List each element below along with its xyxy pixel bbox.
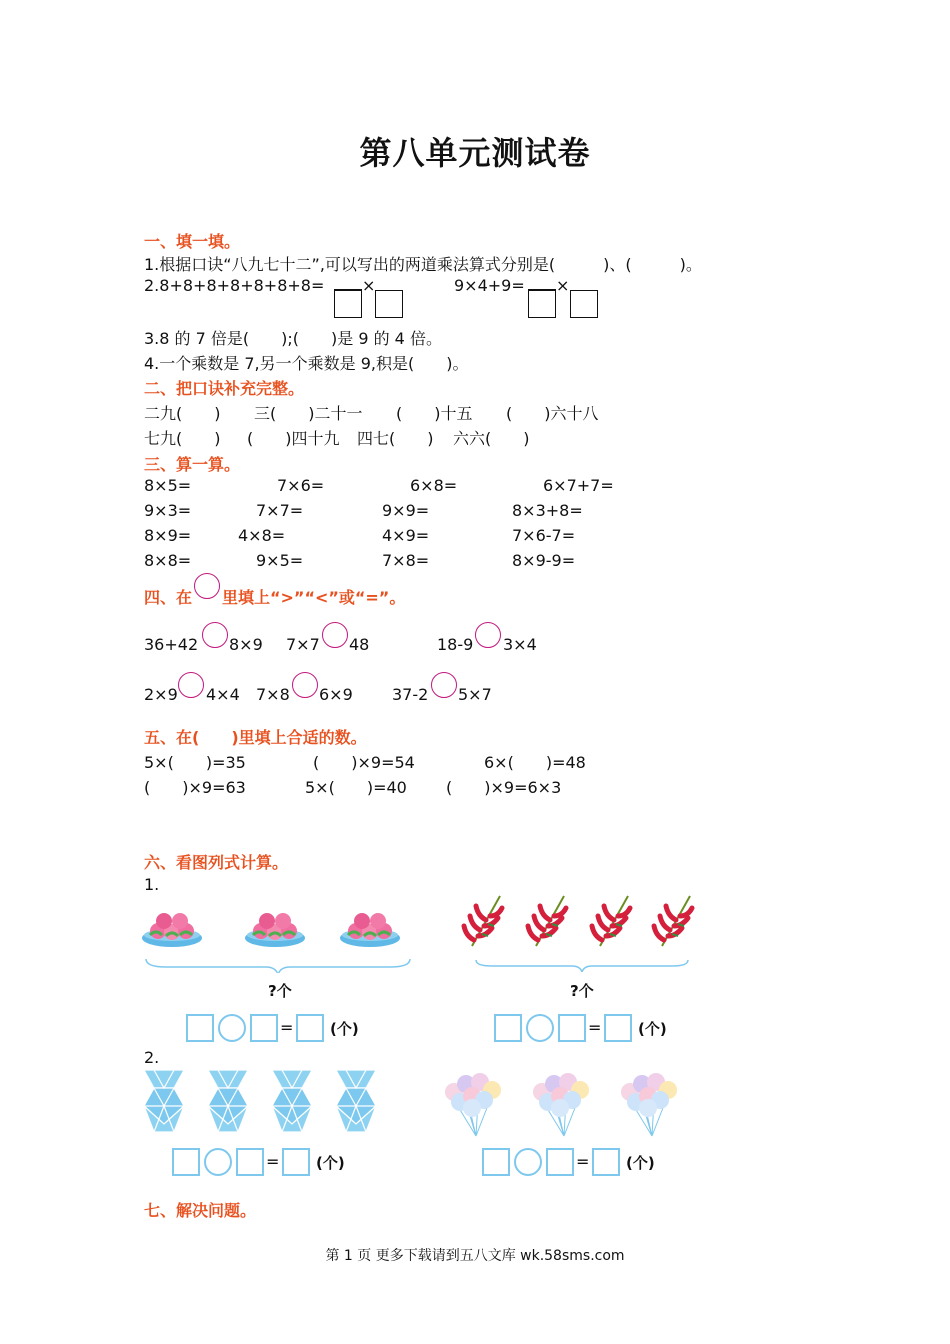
compare-right: 6×9 — [319, 685, 353, 704]
section-7-heading: 七、解决问题。 — [144, 1201, 257, 1220]
section-4-heading-a: 四、在 — [144, 588, 193, 607]
calc-item: 9×9= — [382, 501, 430, 520]
fill-item: ( )×9=63 — [144, 778, 246, 797]
rhyme-item: ( )四十九 — [247, 429, 340, 448]
compare-circle — [194, 573, 220, 599]
times-sign: × — [556, 276, 570, 295]
calc-item: 8×3+8= — [512, 501, 583, 520]
unit-label: (个) — [638, 1020, 667, 1038]
compare-left: 7×8 — [256, 685, 290, 704]
answer-box[interactable] — [172, 1148, 200, 1176]
compare-circle[interactable] — [292, 672, 318, 698]
answer-box[interactable] — [296, 1014, 324, 1042]
section-4-heading-b: 里填上“>”“<”或“=”。 — [222, 588, 406, 607]
equals-sign: = — [576, 1152, 590, 1171]
operator-circle[interactable] — [526, 1014, 554, 1042]
answer-box[interactable] — [375, 290, 403, 318]
answer-box[interactable] — [282, 1148, 310, 1176]
rhyme-item: ( )六十八 — [506, 404, 599, 423]
calc-item: 7×6= — [277, 476, 325, 495]
calc-item: 8×5= — [144, 476, 192, 495]
operator-circle[interactable] — [204, 1148, 232, 1176]
chili-peppers-illustration — [460, 890, 710, 972]
fill-item: 6×( )=48 — [484, 753, 586, 772]
calc-item: 9×3= — [144, 501, 192, 520]
problem-number: 1. — [144, 875, 160, 894]
section-6-heading: 六、看图列式计算。 — [144, 853, 289, 872]
rhyme-item: 二九( ) — [144, 404, 221, 423]
compare-left: 7×7 — [286, 635, 320, 654]
section-3-heading: 三、算一算。 — [144, 455, 241, 474]
compare-circle[interactable] — [178, 672, 204, 698]
compare-circle[interactable] — [322, 622, 348, 648]
answer-box[interactable] — [334, 290, 362, 318]
answer-box[interactable] — [250, 1014, 278, 1042]
rhyme-item: 七九( ) — [144, 429, 221, 448]
compare-right: 3×4 — [503, 635, 537, 654]
answer-box[interactable] — [570, 290, 598, 318]
page-title: 第八单元测试卷 — [359, 134, 591, 172]
page-footer: 第 1 页 更多下载请到五八文库 wk.58sms.com — [325, 1248, 625, 1264]
calc-item: 7×7= — [256, 501, 304, 520]
rhyme-item: ( )十五 — [396, 404, 473, 423]
calc-item: 8×9-9= — [512, 551, 576, 570]
answer-box[interactable] — [528, 290, 556, 318]
compare-right: 48 — [349, 635, 370, 654]
total-question: ?个 — [268, 982, 292, 1000]
operator-circle[interactable] — [514, 1148, 542, 1176]
calc-item: 4×9= — [382, 526, 430, 545]
compare-circle[interactable] — [202, 622, 228, 648]
rhyme-item: 三( )二十一 — [254, 404, 363, 423]
answer-box[interactable] — [186, 1014, 214, 1042]
fill-item: ( )×9=6×3 — [446, 778, 562, 797]
question-1-1: 1.根据口诀“八九七十二”,可以写出的两道乘法算式分别是( )、( )。 — [144, 255, 702, 274]
answer-box[interactable] — [236, 1148, 264, 1176]
compare-left: 2×9 — [144, 685, 178, 704]
calc-item: 9×5= — [256, 551, 304, 570]
equals-sign: = — [588, 1018, 602, 1037]
section-2-heading: 二、把口诀补充完整。 — [144, 379, 305, 398]
question-1-2a: 2.8+8+8+8+8+8+8= — [144, 276, 325, 295]
problem-number: 2. — [144, 1048, 160, 1067]
section-1-heading: 一、填一填。 — [144, 232, 241, 251]
question-1-3: 3.8 的 7 倍是( );( )是 9 的 4 倍。 — [144, 329, 442, 348]
calc-item: 7×8= — [382, 551, 430, 570]
question-1-2b: 9×4+9= — [454, 276, 525, 295]
calc-item: 6×7+7= — [543, 476, 614, 495]
answer-box[interactable] — [494, 1014, 522, 1042]
operator-circle[interactable] — [218, 1014, 246, 1042]
answer-box[interactable] — [482, 1148, 510, 1176]
rhyme-item: 六六( ) — [453, 429, 530, 448]
compare-right: 5×7 — [458, 685, 492, 704]
times-sign: × — [362, 276, 376, 295]
compare-right: 4×4 — [206, 685, 240, 704]
calc-item: 4×8= — [238, 526, 286, 545]
triangle-shapes-illustration — [140, 1068, 385, 1136]
answer-box[interactable] — [604, 1014, 632, 1042]
unit-label: (个) — [316, 1154, 345, 1172]
unit-label: (个) — [626, 1154, 655, 1172]
compare-right: 8×9 — [229, 635, 263, 654]
peach-bowls-illustration — [140, 905, 415, 973]
answer-box[interactable] — [558, 1014, 586, 1042]
section-5-heading: 五、在( )里填上合适的数。 — [144, 728, 367, 747]
fill-item: 5×( )=40 — [305, 778, 407, 797]
fill-item: 5×( )=35 — [144, 753, 246, 772]
compare-circle[interactable] — [431, 672, 457, 698]
balloons-illustration — [440, 1070, 700, 1142]
compare-left: 36+42 — [144, 635, 199, 654]
equals-sign: = — [280, 1018, 294, 1037]
fill-item: ( )×9=54 — [313, 753, 415, 772]
question-1-4: 4.一个乘数是 7,另一个乘数是 9,积是( )。 — [144, 354, 469, 373]
calc-item: 7×6-7= — [512, 526, 576, 545]
answer-box[interactable] — [592, 1148, 620, 1176]
rhyme-item: 四七( ) — [357, 429, 434, 448]
total-question: ?个 — [570, 982, 594, 1000]
equals-sign: = — [266, 1152, 280, 1171]
compare-left: 18-9 — [437, 635, 474, 654]
calc-item: 6×8= — [410, 476, 458, 495]
compare-left: 37-2 — [392, 685, 429, 704]
unit-label: (个) — [330, 1020, 359, 1038]
compare-circle[interactable] — [475, 622, 501, 648]
calc-item: 8×8= — [144, 551, 192, 570]
answer-box[interactable] — [546, 1148, 574, 1176]
calc-item: 8×9= — [144, 526, 192, 545]
